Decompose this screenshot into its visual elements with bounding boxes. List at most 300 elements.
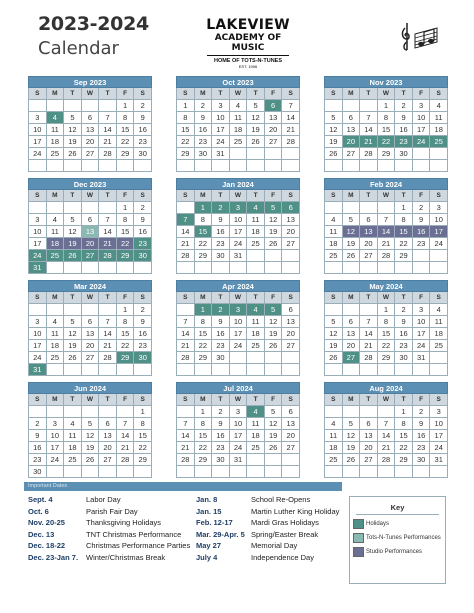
weekday-header: M <box>343 292 361 304</box>
day-cell: 25 <box>325 250 343 262</box>
day-cell: 3 <box>230 304 248 316</box>
day-cell: 29 <box>378 352 396 364</box>
empty-day-cell <box>117 466 135 478</box>
day-cell: 11 <box>325 226 343 238</box>
empty-day-cell <box>265 160 283 172</box>
empty-day-cell <box>343 406 361 418</box>
day-cell: 26 <box>343 454 361 466</box>
day-cell: 27 <box>99 454 117 466</box>
empty-day-cell <box>247 262 265 274</box>
day-cell: 29 <box>378 148 396 160</box>
empty-day-cell <box>99 202 117 214</box>
day-cell: 23 <box>413 442 431 454</box>
day-cell: 11 <box>247 418 265 430</box>
day-cell: 12 <box>325 124 343 136</box>
weekday-header: S <box>29 292 47 304</box>
weekday-header: S <box>325 292 343 304</box>
empty-day-cell <box>47 100 65 112</box>
empty-day-cell <box>265 250 283 262</box>
day-cell: 24 <box>413 340 431 352</box>
day-cell: 4 <box>64 418 82 430</box>
weekday-header: W <box>230 190 248 202</box>
key-item <box>353 519 445 529</box>
empty-day-cell <box>82 304 100 316</box>
day-cell: 22 <box>395 238 413 250</box>
day-cell: 18 <box>247 226 265 238</box>
weekday-header: S <box>134 88 152 100</box>
day-cell: 19 <box>325 340 343 352</box>
logo-established: EST. 1996 <box>238 64 258 69</box>
event-row <box>28 540 190 552</box>
day-cell: 7 <box>177 418 195 430</box>
day-cell: 19 <box>265 328 283 340</box>
weekday-header: S <box>325 190 343 202</box>
empty-day-cell <box>82 466 100 478</box>
day-cell: 17 <box>230 328 248 340</box>
day-cell: 6 <box>360 418 378 430</box>
day-cell: 11 <box>247 316 265 328</box>
important-dates-header: Important Dates <box>24 482 342 491</box>
day-cell: 24 <box>47 454 65 466</box>
day-cell: 17 <box>430 226 448 238</box>
day-cell: 4 <box>247 304 265 316</box>
day-cell: 5 <box>325 112 343 124</box>
day-cell: 27 <box>282 238 300 250</box>
day-cell: 4 <box>430 100 448 112</box>
empty-day-cell <box>325 466 343 478</box>
empty-day-cell <box>325 304 343 316</box>
day-cell: 9 <box>134 214 152 226</box>
day-cell: 31 <box>230 250 248 262</box>
empty-day-cell <box>195 160 213 172</box>
empty-day-cell <box>247 364 265 376</box>
day-cell: 1 <box>177 100 195 112</box>
day-cell: 8 <box>195 418 213 430</box>
day-cell: 25 <box>247 238 265 250</box>
day-cell: 24 <box>29 148 47 160</box>
day-cell: 27 <box>360 250 378 262</box>
day-cell: 1 <box>117 202 135 214</box>
day-cell: 2 <box>212 202 230 214</box>
empty-day-cell <box>413 250 431 262</box>
empty-day-cell <box>360 100 378 112</box>
empty-day-cell <box>29 202 47 214</box>
event-label: TNT Christmas Performance <box>86 529 182 539</box>
day-cell: 8 <box>117 214 135 226</box>
empty-day-cell <box>343 100 361 112</box>
weekday-header: S <box>134 394 152 406</box>
day-cell: 21 <box>177 442 195 454</box>
event-row <box>28 517 190 529</box>
key-swatch <box>353 533 364 543</box>
day-cell: 19 <box>64 340 82 352</box>
day-cell: 1 <box>195 304 213 316</box>
empty-day-cell <box>212 364 230 376</box>
day-cell: 10 <box>413 316 431 328</box>
event-date: Mar. 29-Apr. 5 <box>196 529 245 539</box>
event-date: Dec. 18-22 <box>28 541 66 550</box>
day-cell: 10 <box>29 226 47 238</box>
day-cell: 9 <box>212 316 230 328</box>
day-cell: 11 <box>230 112 248 124</box>
month-title: Nov 2023 <box>324 76 448 88</box>
day-cell: 22 <box>195 442 213 454</box>
day-cell: 5 <box>325 316 343 328</box>
day-cell: 13 <box>82 226 100 238</box>
day-cell: 23 <box>212 238 230 250</box>
day-cell: 22 <box>117 340 135 352</box>
month-calendar <box>176 382 300 478</box>
day-cell: 20 <box>82 136 100 148</box>
empty-day-cell <box>378 364 396 376</box>
day-cell: 20 <box>282 328 300 340</box>
event-date: Dec. 23-Jan 7. <box>28 552 79 562</box>
day-cell: 4 <box>47 112 65 124</box>
weekday-header: S <box>177 292 195 304</box>
empty-day-cell <box>360 160 378 172</box>
day-cell: 30 <box>134 352 152 364</box>
day-cell: 22 <box>195 238 213 250</box>
weekday-header: S <box>430 190 448 202</box>
day-cell: 21 <box>99 340 117 352</box>
event-row <box>196 540 339 552</box>
day-cell: 12 <box>343 226 361 238</box>
day-cell: 14 <box>99 124 117 136</box>
empty-day-cell <box>230 160 248 172</box>
empty-day-cell <box>82 100 100 112</box>
day-cell: 6 <box>360 214 378 226</box>
day-cell: 25 <box>430 340 448 352</box>
weekday-header: T <box>360 394 378 406</box>
event-row <box>196 529 339 541</box>
day-cell: 26 <box>265 340 283 352</box>
day-cell: 27 <box>282 340 300 352</box>
day-cell: 4 <box>47 214 65 226</box>
weekday-header: W <box>230 292 248 304</box>
weekday-header: T <box>395 394 413 406</box>
day-cell: 22 <box>134 442 152 454</box>
weekday-header: T <box>395 190 413 202</box>
month-title: Jun 2024 <box>28 382 152 394</box>
day-cell: 11 <box>47 226 65 238</box>
empty-day-cell <box>360 466 378 478</box>
empty-day-cell <box>343 466 361 478</box>
day-cell: 29 <box>117 148 135 160</box>
day-cell: 27 <box>82 148 100 160</box>
header <box>0 0 474 70</box>
event-date: Jan. 8 <box>196 495 218 504</box>
weekday-header: M <box>195 190 213 202</box>
weekday-header: W <box>378 292 396 304</box>
day-cell: 26 <box>64 148 82 160</box>
day-cell: 12 <box>247 112 265 124</box>
day-cell: 13 <box>360 226 378 238</box>
day-cell: 6 <box>82 112 100 124</box>
day-cell: 30 <box>134 250 152 262</box>
day-cell: 24 <box>29 352 47 364</box>
event-row <box>28 506 190 518</box>
empty-day-cell <box>265 454 283 466</box>
empty-day-cell <box>177 304 195 316</box>
day-cell: 12 <box>64 328 82 340</box>
empty-day-cell <box>230 364 248 376</box>
empty-day-cell <box>343 262 361 274</box>
empty-day-cell <box>134 364 152 376</box>
empty-day-cell <box>47 304 65 316</box>
day-cell: 6 <box>343 112 361 124</box>
day-cell: 13 <box>265 112 283 124</box>
day-cell: 2 <box>29 418 47 430</box>
day-cell: 22 <box>195 340 213 352</box>
weekday-header: T <box>99 88 117 100</box>
day-cell: 25 <box>247 340 265 352</box>
empty-day-cell <box>265 364 283 376</box>
day-cell: 2 <box>134 202 152 214</box>
day-cell: 28 <box>99 148 117 160</box>
day-cell: 3 <box>29 214 47 226</box>
day-cell: 4 <box>247 406 265 418</box>
day-cell: 25 <box>430 136 448 148</box>
event-row <box>196 517 339 529</box>
empty-day-cell <box>378 160 396 172</box>
empty-day-cell <box>230 148 248 160</box>
day-cell: 19 <box>247 124 265 136</box>
day-cell: 7 <box>378 418 396 430</box>
day-cell: 30 <box>212 352 230 364</box>
day-cell: 24 <box>430 442 448 454</box>
day-cell: 10 <box>230 316 248 328</box>
day-cell: 8 <box>378 316 396 328</box>
day-cell: 12 <box>265 316 283 328</box>
weekday-header: W <box>82 88 100 100</box>
day-cell: 25 <box>47 148 65 160</box>
event-label: Spring/Easter Break <box>251 529 319 539</box>
weekday-header: T <box>99 190 117 202</box>
day-cell: 7 <box>117 418 135 430</box>
empty-day-cell <box>265 352 283 364</box>
day-cell: 21 <box>282 124 300 136</box>
weekday-header: S <box>430 292 448 304</box>
empty-day-cell <box>99 160 117 172</box>
event-row <box>28 529 190 541</box>
day-cell: 31 <box>430 454 448 466</box>
day-cell: 12 <box>64 124 82 136</box>
day-cell: 3 <box>212 100 230 112</box>
day-cell: 26 <box>343 250 361 262</box>
day-cell: 28 <box>282 136 300 148</box>
day-cell: 18 <box>430 328 448 340</box>
day-cell: 31 <box>212 148 230 160</box>
empty-day-cell <box>134 466 152 478</box>
empty-day-cell <box>395 160 413 172</box>
empty-day-cell <box>99 262 117 274</box>
day-cell: 8 <box>395 214 413 226</box>
weekday-header: W <box>378 394 396 406</box>
empty-day-cell <box>177 202 195 214</box>
day-cell: 31 <box>413 352 431 364</box>
day-cell: 1 <box>134 406 152 418</box>
empty-day-cell <box>64 466 82 478</box>
day-cell: 7 <box>360 112 378 124</box>
logo-divider <box>207 55 289 56</box>
day-cell: 10 <box>430 418 448 430</box>
empty-day-cell <box>343 202 361 214</box>
day-cell: 5 <box>265 406 283 418</box>
day-cell: 21 <box>117 442 135 454</box>
empty-day-cell <box>247 466 265 478</box>
event-label: Mardi Gras Holidays <box>251 518 319 527</box>
empty-day-cell <box>378 406 396 418</box>
month-title: Aug 2024 <box>324 382 448 394</box>
day-cell: 31 <box>29 364 47 376</box>
weekday-header: T <box>395 88 413 100</box>
weekday-header: S <box>282 292 300 304</box>
day-cell: 20 <box>343 340 361 352</box>
day-cell: 31 <box>29 262 47 274</box>
empty-day-cell <box>360 202 378 214</box>
empty-day-cell <box>325 364 343 376</box>
empty-day-cell <box>64 364 82 376</box>
day-cell: 22 <box>378 340 396 352</box>
empty-day-cell <box>360 262 378 274</box>
day-cell: 30 <box>395 352 413 364</box>
day-cell: 8 <box>177 112 195 124</box>
day-cell: 4 <box>47 316 65 328</box>
academy-logo <box>203 17 293 69</box>
day-cell: 11 <box>430 316 448 328</box>
event-row <box>28 494 190 506</box>
logo-name: LAKEVIEW <box>206 17 290 33</box>
weekday-header: M <box>47 394 65 406</box>
weekday-header: T <box>247 88 265 100</box>
day-cell: 16 <box>395 328 413 340</box>
day-cell: 23 <box>29 454 47 466</box>
event-date: July 4 <box>196 552 218 562</box>
weekday-header: S <box>430 88 448 100</box>
day-cell: 16 <box>395 124 413 136</box>
empty-day-cell <box>430 262 448 274</box>
weekday-header: S <box>325 88 343 100</box>
day-cell: 1 <box>395 202 413 214</box>
key-label: Tots-N-Tunes Performances <box>366 535 441 541</box>
month-day-grid <box>176 190 300 274</box>
month-title: Jul 2024 <box>176 382 300 394</box>
day-cell: 28 <box>378 454 396 466</box>
day-cell: 5 <box>343 418 361 430</box>
empty-day-cell <box>282 148 300 160</box>
day-cell: 19 <box>64 136 82 148</box>
day-cell: 2 <box>134 304 152 316</box>
day-cell: 13 <box>282 316 300 328</box>
event-date: Feb. 12-17 <box>196 518 233 527</box>
day-cell: 3 <box>413 304 431 316</box>
day-cell: 27 <box>343 148 361 160</box>
day-cell: 5 <box>265 202 283 214</box>
day-cell: 8 <box>395 418 413 430</box>
weekday-header: T <box>99 292 117 304</box>
day-cell: 4 <box>325 214 343 226</box>
day-cell: 26 <box>82 454 100 466</box>
empty-day-cell <box>360 406 378 418</box>
day-cell: 23 <box>134 340 152 352</box>
day-cell: 3 <box>430 406 448 418</box>
day-cell: 17 <box>29 238 47 250</box>
day-cell: 20 <box>82 340 100 352</box>
day-cell: 29 <box>395 250 413 262</box>
empty-day-cell <box>117 160 135 172</box>
empty-day-cell <box>99 100 117 112</box>
day-cell: 15 <box>117 226 135 238</box>
weekday-header: M <box>47 88 65 100</box>
day-cell: 1 <box>117 304 135 316</box>
day-cell: 9 <box>134 316 152 328</box>
day-cell: 11 <box>247 214 265 226</box>
empty-day-cell <box>343 364 361 376</box>
day-cell: 9 <box>212 214 230 226</box>
day-cell: 9 <box>212 418 230 430</box>
day-cell: 28 <box>177 454 195 466</box>
day-cell: 7 <box>378 214 396 226</box>
weekday-header: M <box>343 88 361 100</box>
event-date: Jan. 15 <box>196 506 222 516</box>
day-cell: 4 <box>430 304 448 316</box>
day-cell: 19 <box>325 136 343 148</box>
day-cell: 14 <box>360 328 378 340</box>
day-cell: 7 <box>360 316 378 328</box>
empty-day-cell <box>117 262 135 274</box>
day-cell: 25 <box>64 454 82 466</box>
weekday-header: T <box>64 88 82 100</box>
day-cell: 6 <box>282 304 300 316</box>
day-cell: 9 <box>134 112 152 124</box>
day-cell: 15 <box>195 430 213 442</box>
event-row <box>196 552 339 564</box>
month-calendar <box>176 178 300 274</box>
empty-day-cell <box>195 364 213 376</box>
month-calendar <box>176 280 300 376</box>
day-cell: 22 <box>177 136 195 148</box>
empty-day-cell <box>413 148 431 160</box>
day-cell: 24 <box>230 340 248 352</box>
month-day-grid <box>176 394 300 478</box>
day-cell: 10 <box>29 124 47 136</box>
day-cell: 16 <box>134 328 152 340</box>
day-cell: 20 <box>360 442 378 454</box>
day-cell: 16 <box>134 124 152 136</box>
day-cell: 8 <box>117 112 135 124</box>
empty-day-cell <box>413 160 431 172</box>
day-cell: 23 <box>212 442 230 454</box>
day-cell: 27 <box>82 250 100 262</box>
weekday-header: S <box>177 394 195 406</box>
day-cell: 29 <box>195 454 213 466</box>
day-cell: 18 <box>64 442 82 454</box>
day-cell: 5 <box>247 100 265 112</box>
day-cell: 13 <box>282 214 300 226</box>
day-cell: 10 <box>230 418 248 430</box>
event-row <box>196 506 339 518</box>
empty-day-cell <box>117 406 135 418</box>
day-cell: 9 <box>413 214 431 226</box>
day-cell: 2 <box>395 304 413 316</box>
day-cell: 29 <box>177 148 195 160</box>
empty-day-cell <box>430 364 448 376</box>
day-cell: 13 <box>343 124 361 136</box>
day-cell: 16 <box>212 328 230 340</box>
empty-day-cell <box>82 202 100 214</box>
empty-day-cell <box>247 352 265 364</box>
day-cell: 14 <box>117 430 135 442</box>
